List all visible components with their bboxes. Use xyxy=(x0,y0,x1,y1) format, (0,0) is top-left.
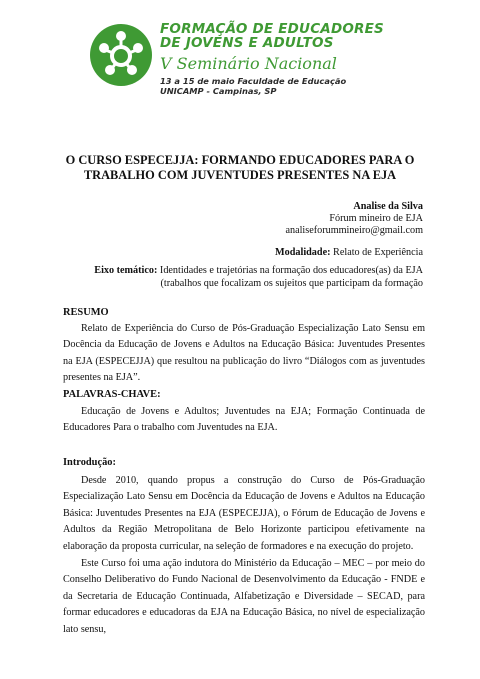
seminar-header xyxy=(88,21,384,100)
modalidade-label: Modalidade: xyxy=(275,247,331,258)
introducao-paragraph-2: Este Curso foi uma ação indutora do Ministério da Educação – MEC – por meio do Conselho Deliberativo do Fundo Nacional de Desenvolvimento da Educação - FNDE e da Secretaria de Educação Continuada, Alfabetização e Diversidade – SECAD, para formar educadores e educadoras da EJA na Educação Básica, no nível de especialização lato sensu, xyxy=(63,558,425,635)
introducao-paragraph-1: Desde 2010, quando propus a construção do Curso de Pós-Graduação Especialização Lato Sensu em Docência da Educação de Jovens e Adultos na Educação Básica: Juventudes Presentes na EJA (ESPECEJJA), o Fórum de Educação de Jovens e Adultos da Região Metropolitana de Belo Horizonte participou efetivamente na elaboração da proposta curricular, na seleção de formadores e na execução do projeto. xyxy=(63,475,425,552)
author-name: Analise da Silva xyxy=(353,201,423,212)
header-title-line1: FORMAÇÃO DE EDUCADORES xyxy=(160,21,384,37)
header-seminar-name: V Seminário Nacional xyxy=(160,54,337,73)
palavras-chave-heading: PALAVRAS-CHAVE: xyxy=(63,389,161,400)
eixo-tematico xyxy=(63,265,423,290)
header-date-venue: 13 a 15 de maio Faculdade de Educação xyxy=(160,76,347,86)
introducao-heading: Introdução: xyxy=(63,457,116,468)
five-people-circle-logo-icon xyxy=(88,22,154,88)
paper-title: O CURSO ESPECEJJA: FORMANDO EDUCADORES PARA O TRABALHO COM JUVENTUDES PRESENTES NA EJA xyxy=(65,153,415,182)
modalidade-line xyxy=(275,247,423,258)
modalidade-value: Relato de Experiência xyxy=(333,247,423,258)
header-location: UNICAMP - Campinas, SP xyxy=(160,86,277,96)
resumo-text: Relato de Experiência do Curso de Pós-Graduação Especialização Lato Sensu em Docência da Educação de Jovens e Adultos na Educação Básica: Juventudes Presentes na EJA (ESPECEJJA) que resultou na publicação do livro “Diálogos com as juventudes presentes na EJA”. xyxy=(63,323,425,384)
palavras-chave-text: Educação de Jovens e Adultos; Juventudes na EJA; Formação Continuada de Educadores Para o trabalho com Juventudes na EJA. xyxy=(63,406,425,434)
eixo-value: Identidades e trajetórias na formação dos educadores(as) da EJA (trabalhos que focalizam os sujeitos que participam da formação xyxy=(159,265,423,289)
header-title-line2: DE JOVENS E ADULTOS xyxy=(160,35,334,51)
author-email: analiseforummineiro@gmail.com xyxy=(285,225,423,236)
author-institution: Fórum mineiro de EJA xyxy=(329,213,423,224)
resumo-heading: RESUMO xyxy=(63,307,109,318)
eixo-label: Eixo temático: xyxy=(94,265,158,276)
